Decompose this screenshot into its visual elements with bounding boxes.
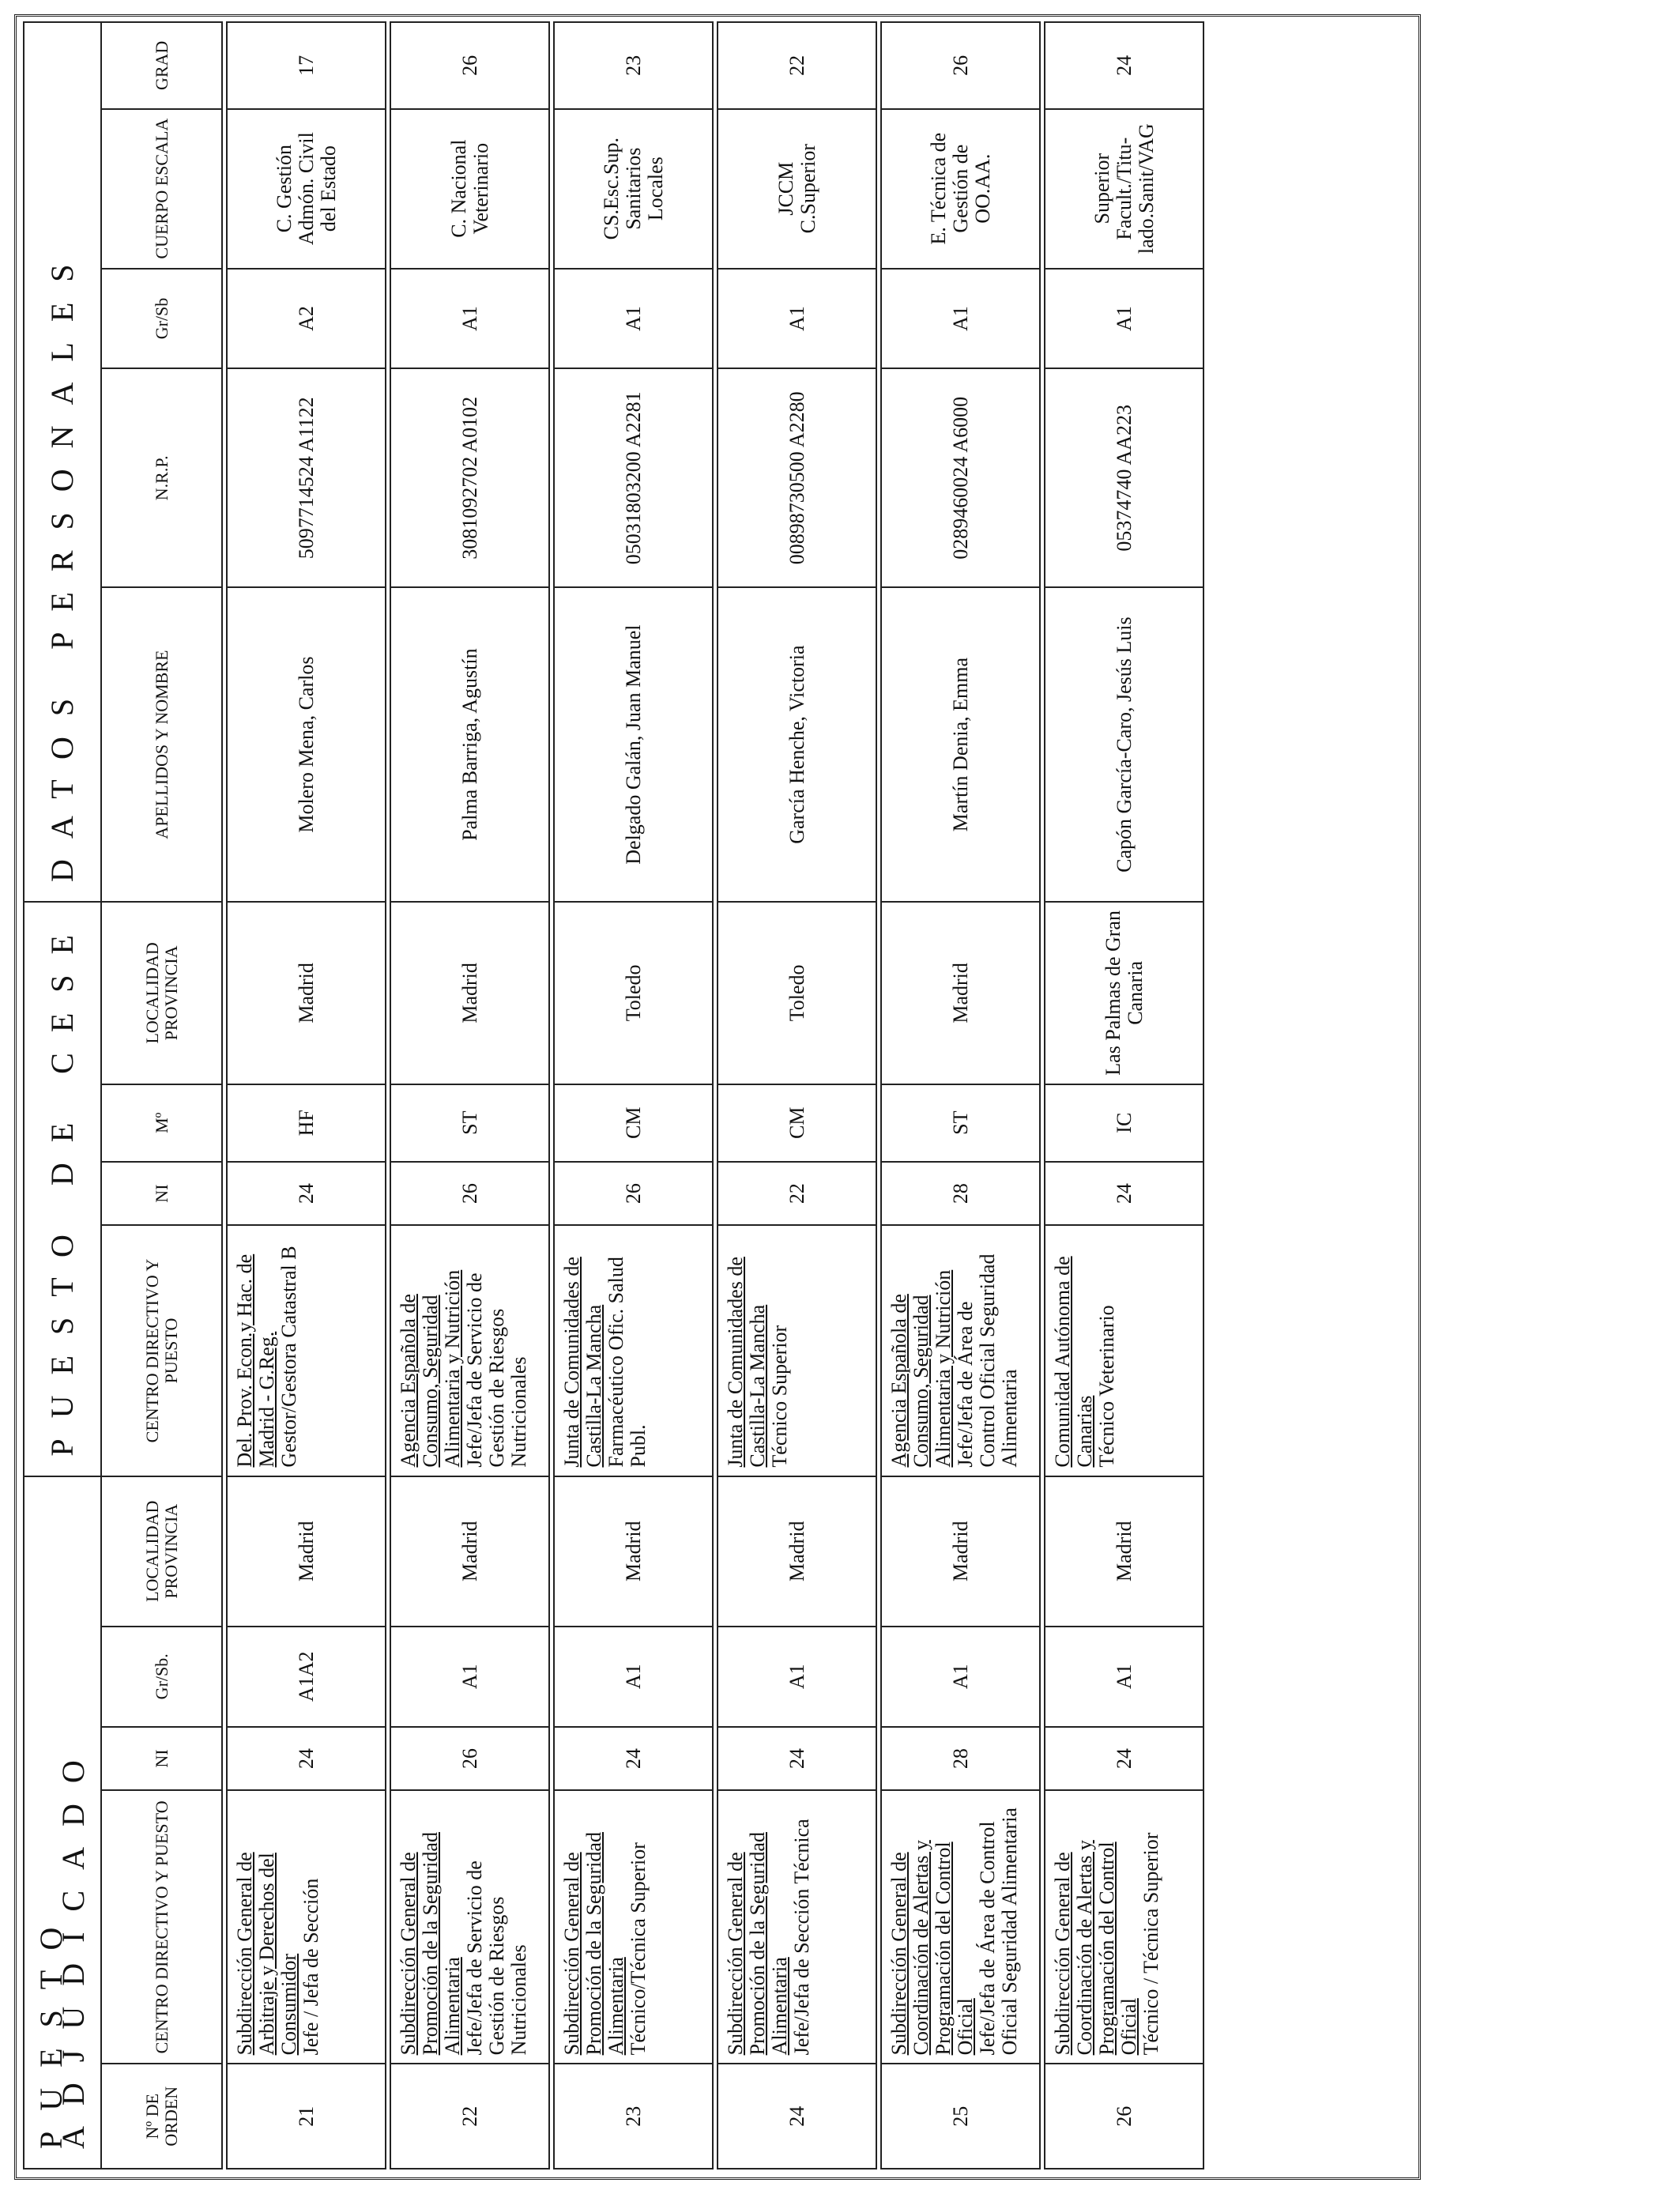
grad-cell: 26 — [881, 22, 1040, 109]
ministerio-cell: ST — [881, 1084, 1040, 1162]
orden-cell: 24 — [718, 2064, 876, 2169]
ni-cell: 28 — [881, 1727, 1040, 1791]
centro-directivo-link: Subdirección General de Promoción de la Seguridad Alimentaria — [560, 1832, 627, 2056]
ni-cell: 24 — [554, 1727, 713, 1791]
grsb-personal-cell: A1 — [554, 269, 713, 369]
centro-directivo-link: Subdirección General de Arbitraje y Derechos del Consumidor — [233, 1852, 300, 2056]
cuerpo-cell: C. Nacional Veterinario — [390, 109, 549, 269]
grad-cell: 17 — [227, 22, 386, 109]
ni-cese-cell: 28 — [881, 1162, 1040, 1226]
orden-cell: 25 — [881, 2064, 1040, 2169]
col-header-grad: GRAD — [101, 22, 222, 109]
nrp-cell: 0289460024 A6000 — [881, 368, 1040, 587]
cese-puesto-text: Farmacéutico Ofic. Salud Publ. — [605, 1257, 650, 1468]
nombre-cell: Capón García-Caro, Jesús Luis — [1045, 587, 1203, 902]
table-body — [222, 22, 1203, 2169]
table-row — [881, 22, 1040, 2169]
nombre-cell: Molero Mena, Carlos — [227, 587, 386, 902]
section-datos-personales: DATOS PERSONALES — [24, 22, 101, 902]
col-header-centro: CENTRO DIRECTIVO Y PUESTO — [101, 1790, 222, 2064]
cese-centro-link: Junta de Comunidades de Castilla-La Mancha — [724, 1257, 769, 1468]
grsb-cell: A1 — [881, 1627, 1040, 1727]
cese-centro-puesto-cell — [390, 1225, 549, 1476]
cuerpo-cell: JCCM C.Superior — [718, 109, 876, 269]
centro-puesto-cell — [881, 1790, 1040, 2064]
centro-directivo-link: Subdirección General de Coordinación de Alertas y Programación del Control Oficial — [887, 1840, 977, 2056]
orden-cell: 26 — [1045, 2064, 1203, 2169]
cuerpo-cell: E. Técnica de Gestión de OO.AA. — [881, 109, 1040, 269]
table-row — [1045, 22, 1203, 2169]
column-header-row — [101, 22, 222, 2169]
nombre-cell: García Henche, Victoria — [718, 587, 876, 902]
nombre-cell: Delgado Galán, Juan Manuel — [554, 587, 713, 902]
col-header-nombre: APELLIDOS Y NOMBRE — [101, 587, 222, 902]
localidad-cell: Madrid — [718, 1476, 876, 1627]
cese-puesto-text: Gestor/Gestora Catastral B — [277, 1246, 300, 1468]
localidad-cell: Madrid — [227, 1476, 386, 1627]
grad-cell: 26 — [390, 22, 549, 109]
centro-puesto-cell — [1045, 1790, 1203, 2064]
centro-directivo-link: Subdirección General de Promoción de la Seguridad Alimentaria — [397, 1832, 464, 2056]
grsb-personal-cell: A1 — [1045, 269, 1203, 369]
localidad-cell: Madrid — [390, 1476, 549, 1627]
col-header-grsb-personal: Gr/Sb — [101, 269, 222, 369]
centro-puesto-cell — [227, 1790, 386, 2064]
col-header-grsb: Gr/Sb. — [101, 1627, 222, 1727]
cese-centro-link: Del. Prov. Econ.y Hac. de Madrid - G.Reg. — [233, 1253, 278, 1468]
grsb-cell: A1 — [718, 1627, 876, 1727]
cese-puesto-text: Técnico Veterinario — [1095, 1305, 1118, 1468]
centro-puesto-cell — [390, 1790, 549, 2064]
centro-puesto-cell — [718, 1790, 876, 2064]
nrp-cell: 05374740 AA223 — [1045, 368, 1203, 587]
col-header-cuerpo: CUERPO ESCALA — [101, 109, 222, 269]
col-header-ni: NI — [101, 1727, 222, 1791]
orden-cell: 23 — [554, 2064, 713, 2169]
cese-centro-link: Comunidad Autónoma de Canarias — [1051, 1256, 1096, 1468]
centro-directivo-link: Subdirección General de Promoción de la Seguridad Alimentaria — [724, 1832, 791, 2056]
cese-centro-link: Junta de Comunidades de Castilla-La Mancha — [560, 1257, 605, 1468]
grsb-personal-cell: A1 — [881, 269, 1040, 369]
grsb-cell: A1A2 — [227, 1627, 386, 1727]
localidad-cell: Madrid — [881, 1476, 1040, 1627]
table-row — [554, 22, 713, 2169]
resolution-table — [23, 21, 1204, 2169]
cese-centro-puesto-cell — [718, 1225, 876, 1476]
localidad-cese-cell: Madrid — [227, 902, 386, 1084]
col-header-localidad: LOCALIDAD PROVINCIA — [101, 1476, 222, 1627]
nrp-cell: 00898730500 A2280 — [718, 368, 876, 587]
orden-cell: 21 — [227, 2064, 386, 2169]
ministerio-cell: ST — [390, 1084, 549, 1162]
localidad-cese-cell: Toledo — [554, 902, 713, 1084]
ministerio-cell: HF — [227, 1084, 386, 1162]
localidad-cese-cell: Las Palmas de Gran Canaria — [1045, 902, 1203, 1084]
puesto-text: Técnico/Técnica Superior — [627, 1842, 650, 2056]
puesto-text: Jefe/Jefa de Sección Técnica — [790, 1819, 813, 2056]
col-header-ni-cese: NI — [101, 1162, 222, 1226]
ni-cese-cell: 24 — [227, 1162, 386, 1226]
cese-centro-puesto-cell — [881, 1225, 1040, 1476]
ministerio-cell: CM — [554, 1084, 713, 1162]
grsb-personal-cell: A1 — [718, 269, 876, 369]
table-row — [227, 22, 386, 2169]
puesto-text: Jefe/Jefa de Área de Control Oficial Seguridad Alimentaria — [976, 1808, 1021, 2056]
ministerio-cell: IC — [1045, 1084, 1203, 1162]
ni-cell: 24 — [718, 1727, 876, 1791]
puesto-text: Jefe / Jefa de Sección — [299, 1878, 322, 2056]
ni-cese-cell: 24 — [1045, 1162, 1203, 1226]
orden-cell: 22 — [390, 2064, 549, 2169]
table-frame — [14, 14, 1421, 2180]
centro-directivo-link: Subdirección General de Coordinación de Alertas y Programación del Control Oficial — [1051, 1840, 1140, 2056]
col-header-nrp: N.R.P. — [101, 368, 222, 587]
col-header-ministerio: Mº — [101, 1084, 222, 1162]
cese-puesto-text: Jefe/Jefa de Servicio de Gestión de Riesgos Nutricionales — [463, 1272, 530, 1468]
nrp-cell: 3081092702 A0102 — [390, 368, 549, 587]
section-header-row — [24, 22, 101, 2169]
localidad-cese-cell: Toledo — [718, 902, 876, 1084]
table-row — [390, 22, 549, 2169]
grsb-cell: A1 — [390, 1627, 549, 1727]
cese-centro-link: Agencia Española de Consumo, Seguridad Alimentaria y Nutrición — [887, 1269, 955, 1468]
nrp-cell: 05031803200 A2281 — [554, 368, 713, 587]
cese-centro-puesto-cell — [227, 1225, 386, 1476]
ni-cell: 24 — [227, 1727, 386, 1791]
localidad-cell: Madrid — [1045, 1476, 1203, 1627]
localidad-cese-cell: Madrid — [881, 902, 1040, 1084]
cese-centro-link: Agencia Española de Consumo, Seguridad Alimentaria y Nutrición — [397, 1269, 464, 1468]
col-header-orden: Nº DE ORDEN — [101, 2064, 222, 2169]
ni-cese-cell: 26 — [554, 1162, 713, 1226]
cuerpo-cell: C. Gestión Admón. Civil del Estado — [227, 109, 386, 269]
col-header-localidad-cese: LOCALIDAD PROVINCIA — [101, 902, 222, 1084]
ni-cese-cell: 26 — [390, 1162, 549, 1226]
nombre-cell: Martín Denia, Emma — [881, 587, 1040, 902]
puesto-text: Técnico / Técnica Superior — [1139, 1832, 1162, 2056]
col-header-centro-cese: CENTRO DIRECTIVO Y PUESTO — [101, 1225, 222, 1476]
ministerio-cell: CM — [718, 1084, 876, 1162]
cuerpo-cell: CS.Esc.Sup. Sanitarios Locales — [554, 109, 713, 269]
cese-centro-puesto-cell — [1045, 1225, 1203, 1476]
cuerpo-cell: Superior Facult./Titu-lado.Sanit/VAG — [1045, 109, 1203, 269]
localidad-cese-cell: Madrid — [390, 902, 549, 1084]
section-puesto-adjudicado: PUESTO ADJUDICADO — [24, 1476, 101, 2169]
table-row — [718, 22, 876, 2169]
nrp-cell: 5097714524 A1122 — [227, 368, 386, 587]
ni-cese-cell: 22 — [718, 1162, 876, 1226]
centro-puesto-cell — [554, 1790, 713, 2064]
nombre-cell: Palma Barriga, Agustín — [390, 587, 549, 902]
grad-cell: 22 — [718, 22, 876, 109]
cese-centro-puesto-cell — [554, 1225, 713, 1476]
cese-puesto-text: Jefe/Jefa de Área de Control Oficial Seguridad Alimentaria — [954, 1253, 1021, 1468]
cese-puesto-text: Técnico Superior — [768, 1325, 791, 1468]
puesto-text: Jefe/Jefa de Servicio de Gestión de Riesgos Nutricionales — [463, 1860, 530, 2056]
grsb-cell: A1 — [554, 1627, 713, 1727]
grad-cell: 24 — [1045, 22, 1203, 109]
localidad-cell: Madrid — [554, 1476, 713, 1627]
ni-cell: 24 — [1045, 1727, 1203, 1791]
grsb-cell: A1 — [1045, 1627, 1203, 1727]
grad-cell: 23 — [554, 22, 713, 109]
grsb-personal-cell: A1 — [390, 269, 549, 369]
section-puesto-cese: PUESTO DE CESE — [24, 902, 101, 1476]
ni-cell: 26 — [390, 1727, 549, 1791]
grsb-personal-cell: A2 — [227, 269, 386, 369]
